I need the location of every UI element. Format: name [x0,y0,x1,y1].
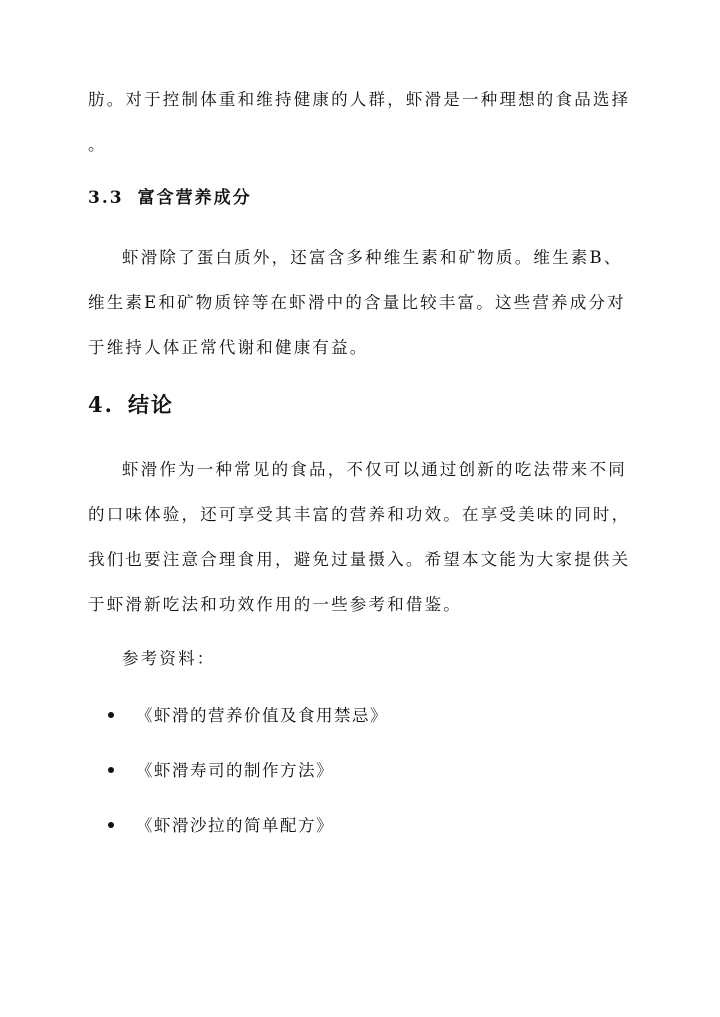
paragraph-line: 于虾滑新吃法和功效作用的一些参考和借鉴。 [88,595,462,614]
paragraph-line: 于维持人体正常代谢和健康有益。 [88,338,369,357]
paragraph-line: 我们也要注意合理食用，避免过量摄入。希望本文能为大家提供关 [88,550,631,569]
paragraph-line: 维生素E和矿物质锌等在虾滑中的含量比较丰富。这些营养成分对 [88,293,626,312]
section-number: 3.3 [88,188,124,208]
list-item [108,759,334,783]
references-label: 参考资料： [122,649,216,668]
section-number: 4. [88,392,114,417]
list-item [108,704,388,728]
reference-title: 《虾滑沙拉的简单配方》 [136,816,334,835]
paragraph-line: 虾滑作为一种常见的食品，不仅可以通过创新的吃法带来不同 [122,460,627,479]
paragraph-line: 肪。对于控制体重和维持健康的人群，虾滑是一种理想的食品选择 [88,90,631,109]
paragraph-line: 虾滑除了蛋白质外，还富含多种维生素和矿物质。维生素B、 [122,248,623,267]
section-title: 结论 [127,392,174,417]
section-heading [88,391,174,419]
bullet-icon [108,712,114,718]
paragraph-line: 。 [88,135,107,154]
list-item [108,814,334,838]
reference-title: 《虾滑的营养价值及食用禁忌》 [136,706,388,725]
section-heading [88,186,252,210]
bullet-icon [108,767,114,773]
section-title: 富含营养成分 [137,188,252,208]
paragraph-line: 的口味体验，还可享受其丰富的营养和功效。在享受美味的同时， [88,505,631,524]
bullet-icon [108,822,114,828]
reference-title: 《虾滑寿司的制作方法》 [136,761,334,780]
